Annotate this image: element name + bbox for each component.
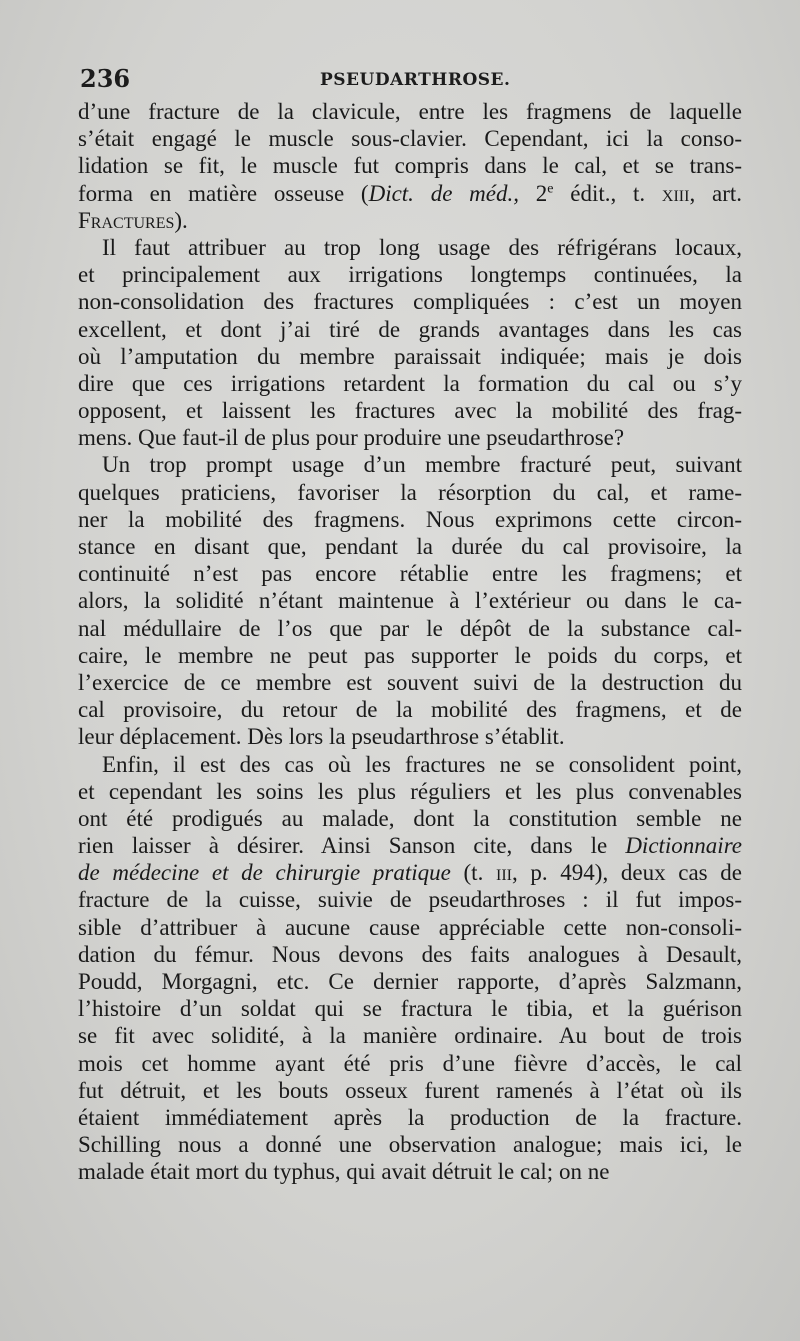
text-line bbox=[78, 886, 742, 913]
text-line bbox=[78, 316, 742, 343]
text-segment: caire, le membre ne peut pas supporter le poids du corps, et bbox=[78, 642, 742, 668]
text-line bbox=[78, 1104, 742, 1131]
text-segment: (t. bbox=[450, 860, 496, 886]
text-line bbox=[78, 288, 742, 315]
text-segment: l’exercice de ce membre est souvent suivi de la destruction du bbox=[78, 669, 742, 695]
text-segment: nal médullaire de l’os que par le dépôt de la substance cal- bbox=[78, 615, 742, 641]
text-line bbox=[78, 1050, 742, 1077]
text-line bbox=[78, 642, 742, 669]
text-line bbox=[78, 1131, 742, 1158]
text-line bbox=[78, 941, 742, 968]
text-segment: et principalement aux irrigations longtemps continuées, la bbox=[78, 262, 742, 288]
text-segment: forma en matière osseuse ( bbox=[78, 180, 369, 206]
text-segment: Enfin, il est des cas où les fractures ne se consolident point, bbox=[102, 751, 742, 777]
text-segment: Dictionnaire bbox=[625, 833, 742, 859]
body-text bbox=[78, 98, 742, 1186]
text-line bbox=[78, 914, 742, 941]
text-segment: mois cet homme ayant été pris d’une fièvre d’accès, le cal bbox=[78, 1050, 742, 1076]
text-segment: sible d’attribuer à aucune cause appréciable cette non-consoli- bbox=[78, 914, 742, 940]
text-line bbox=[78, 669, 742, 696]
text-segment: où l’amputation du membre paraissait indiquée; mais je dois bbox=[78, 343, 742, 369]
text-line bbox=[78, 125, 742, 152]
text-line bbox=[78, 560, 742, 587]
text-segment: non-consolidation des fractures compliquées : c’est un moyen bbox=[78, 289, 742, 315]
text-segment: e bbox=[547, 180, 554, 196]
text-line bbox=[78, 751, 742, 778]
text-segment: cal provisoire, du retour de la mobilité des fragmens, et de bbox=[78, 697, 742, 723]
text-segment: Poudd, Morgagni, etc. Ce dernier rapporte, d’après Salzmann, bbox=[78, 969, 742, 994]
text-line bbox=[78, 615, 742, 642]
text-line bbox=[78, 533, 742, 560]
text-segment: opposent, et laissent les fractures avec la mobilité des frag- bbox=[78, 398, 742, 424]
page-number: 236 bbox=[80, 64, 131, 93]
text-segment: leur déplacement. Dès lors la pseudarthrose s’établit. bbox=[78, 724, 565, 750]
text-segment: et cependant les soins les plus réguliers et les plus convenables bbox=[78, 778, 742, 804]
text-segment: s’était engagé le muscle sous-clavier. Cependant, ici la conso- bbox=[78, 126, 742, 152]
text-line bbox=[78, 723, 742, 750]
text-segment: fut détruit, et les bouts osseux furent ramenés à l’état où ils bbox=[78, 1077, 742, 1103]
text-segment: Un trop prompt usage d’un membre fracturé peut, suivant bbox=[102, 452, 742, 478]
text-segment: ont été prodigués au malade, dont la constitution semble ne bbox=[78, 805, 742, 831]
text-line bbox=[78, 832, 742, 859]
text-segment: rien laisser à désirer. Ainsi Sanson cite, dans le bbox=[78, 833, 626, 859]
page-header bbox=[80, 64, 740, 100]
text-line bbox=[78, 1077, 742, 1104]
text-segment: quelques praticiens, favoriser la résorption du cal, et rame- bbox=[78, 479, 742, 505]
text-segment: se fit avec solidité, à la manière ordinaire. Au bout de trois bbox=[78, 1023, 742, 1049]
text-segment: Dict. de méd., bbox=[368, 180, 519, 206]
text-segment: excellent, et dont j’ai tiré de grands avantages dans les cas bbox=[78, 316, 742, 342]
paragraph bbox=[78, 751, 742, 1186]
text-line bbox=[78, 343, 742, 370]
text-segment: fracture de la cuisse, suivie de pseudarthroses : il fut impos- bbox=[78, 887, 742, 913]
text-segment: ). bbox=[174, 207, 188, 233]
text-segment: mens. Que faut-il de plus pour produire une pseudarthrose? bbox=[78, 425, 625, 451]
text-line bbox=[78, 778, 742, 805]
text-line bbox=[78, 479, 742, 506]
text-segment: lidation se fit, le muscle fut compris dans le cal, et se trans- bbox=[78, 153, 742, 179]
text-segment: édit., t. bbox=[553, 180, 662, 206]
text-segment: stance en disant que, pendant la durée du cal provisoire, la bbox=[78, 534, 742, 559]
text-line bbox=[78, 397, 742, 424]
running-head: PSEUDARTHROSE. bbox=[320, 70, 511, 90]
text-line bbox=[78, 968, 742, 995]
text-segment: malade était mort du typhus, qui avait détruit le cal; on ne bbox=[78, 1159, 610, 1185]
text-line bbox=[78, 424, 742, 451]
text-line bbox=[78, 995, 742, 1022]
text-line bbox=[78, 370, 742, 397]
text-segment: , p. 494), deux cas de bbox=[511, 860, 742, 886]
text-line bbox=[78, 98, 742, 125]
text-segment: ner la mobilité des fragmens. Nous exprimons cette circon- bbox=[78, 506, 742, 532]
text-segment: d’une fracture de la clavicule, entre les fragmens de laquelle bbox=[78, 99, 742, 124]
text-line bbox=[78, 587, 742, 614]
text-segment: xiii bbox=[661, 180, 690, 206]
text-line bbox=[78, 451, 742, 478]
text-segment: dire que ces irrigations retardent la formation du cal ou s’y bbox=[78, 370, 742, 396]
text-segment: continuité n’est pas encore rétablie entre les fragmens; et bbox=[78, 561, 742, 587]
text-line bbox=[78, 207, 742, 234]
text-line bbox=[78, 859, 742, 886]
paragraph bbox=[78, 234, 742, 452]
text-segment: Il faut attribuer au trop long usage des réfrigérans locaux, bbox=[102, 234, 742, 260]
text-line bbox=[78, 506, 742, 533]
text-segment: alors, la solidité n’étant maintenue à l’extérieur ou dans le ca- bbox=[78, 588, 742, 614]
text-line bbox=[78, 234, 742, 261]
text-line bbox=[78, 261, 742, 288]
text-segment: Schilling nous a donné une observation analogue; mais ici, le bbox=[78, 1132, 742, 1158]
paragraph bbox=[78, 451, 742, 750]
text-line bbox=[78, 805, 742, 832]
paragraph bbox=[78, 98, 742, 234]
text-line bbox=[78, 696, 742, 723]
text-line bbox=[78, 1158, 742, 1185]
text-segment: de médecine et de chirurgie pratique bbox=[78, 860, 451, 886]
text-line bbox=[78, 152, 742, 179]
text-segment: 2 bbox=[519, 180, 548, 206]
text-segment: Fractures bbox=[78, 207, 175, 233]
text-segment: iii bbox=[495, 860, 512, 886]
text-segment: l’histoire d’un soldat qui se fractura le tibia, et la guérison bbox=[78, 996, 742, 1022]
text-line bbox=[78, 180, 742, 207]
text-segment: , art. bbox=[689, 180, 742, 206]
text-segment: étaient immédiatement après la production de la fracture. bbox=[78, 1104, 742, 1130]
text-segment: dation du fémur. Nous devons des faits analogues à Desault, bbox=[78, 941, 742, 967]
text-line bbox=[78, 1022, 742, 1049]
